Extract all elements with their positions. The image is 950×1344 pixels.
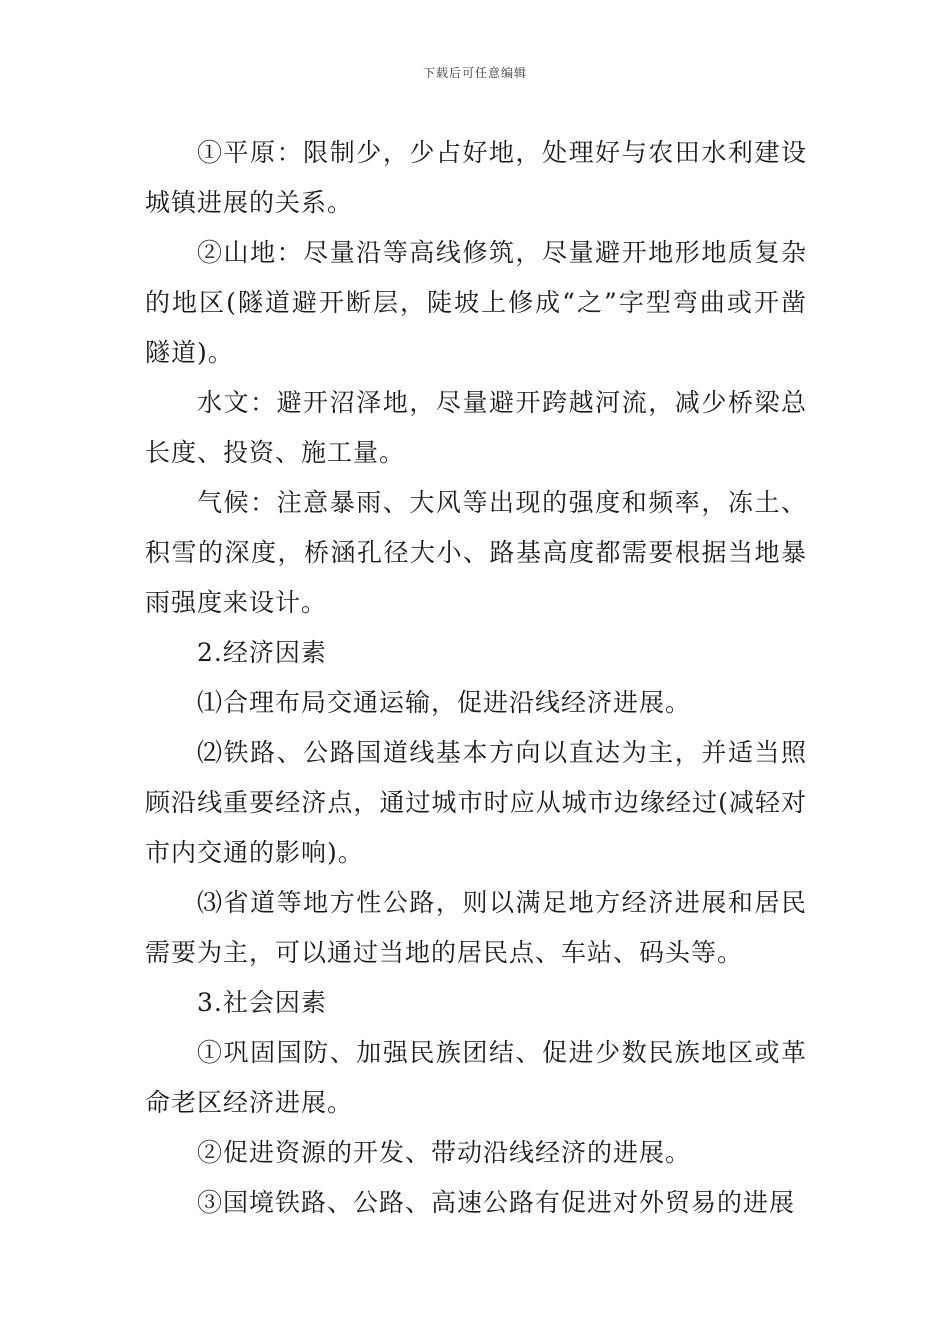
page-header-note: 下载后可任意编辑 <box>422 66 527 80</box>
section-heading-social: 3.社会因素 <box>197 988 327 1017</box>
document-body <box>145 128 807 1228</box>
paragraph-social-2: ②促进资源的开发、带动沿线经济的进展。 <box>197 1138 692 1167</box>
paragraph-hydrology: 水文：避开沼泽地，尽量避开跨越河流，减少桥梁总长度、投资、施工量。 <box>145 388 807 467</box>
paragraph-social-1: ①巩固国防、加强民族团结、促进少数民族地区或革命老区经济进展。 <box>145 1038 807 1117</box>
paragraph-social-3: ③国境铁路、公路、高速公路有促进对外贸易的进展 <box>197 1188 796 1217</box>
paragraph-plain-terrain: ①平原：限制少，少占好地，处理好与农田水利建设城镇进展的关系。 <box>145 138 807 217</box>
paragraph-climate: 气候：注意暴雨、大风等出现的强度和频率，冻土、积雪的深度，桥涵孔径大小、路基高度都需要根据当地暴雨强度来设计。 <box>145 488 807 617</box>
paragraph-mountain-terrain: ②山地：尽量沿等高线修筑，尽量避开地形地质复杂的地区(隧道避开断层，陡坡上修成“之”字型弯曲或开凿隧道)。 <box>145 238 807 367</box>
paragraph-economic-3: ⑶省道等地方性公路，则以满足地方经济进展和居民需要为主，可以通过当地的居民点、车站、码头等。 <box>145 888 807 967</box>
section-heading-economic: 2.经济因素 <box>197 638 327 667</box>
paragraph-economic-2: ⑵铁路、公路国道线基本方向以直达为主，并适当照顾沿线重要经济点，通过城市时应从城市边缘经过(减轻对市内交通的影响)。 <box>145 738 807 867</box>
paragraph-economic-1: ⑴合理布局交通运输，促进沿线经济进展。 <box>197 688 692 717</box>
